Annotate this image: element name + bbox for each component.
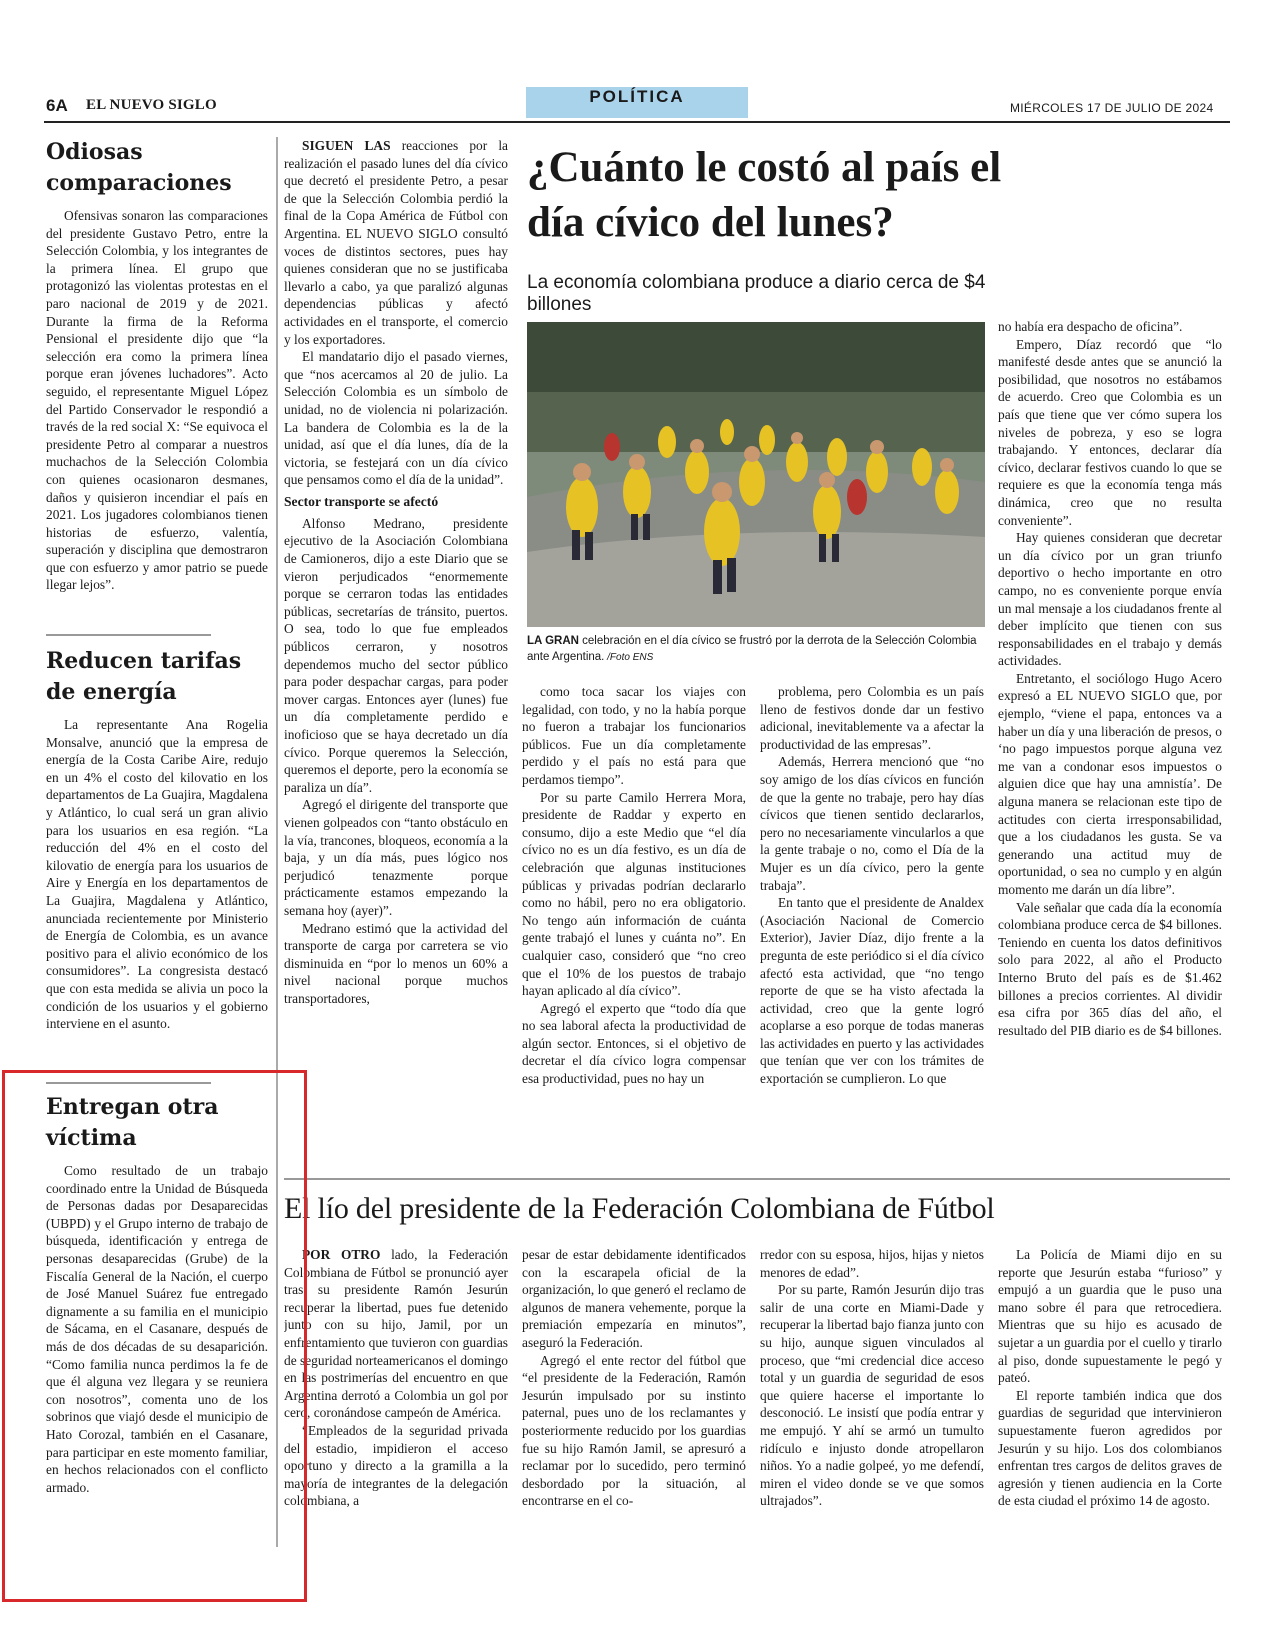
- second-column-2: pesar de estar debidamente identificados con la escarapela oficial de la organización, lo que generó el reclamo de algunos de manera vehemente, porque la premiación empezaría en minutos”, aseguró la Federación. Agregó el ente rector del fútbol que “el presidente de la Federación, Ramón Jesurún impulsado por su instinto paternal, pues uno de los reclamantes y posteriormente reducido por los guardias fue su hijo Ramón Jamil, se apresuró a reclamar por lo sucedido, pero terminó desbordado por la situación, al encontrarse en el co-: [522, 1247, 746, 1509]
- main-headline: ¿Cuánto le costó al país el día cívico del lunes?: [527, 144, 1002, 246]
- main-column-4: no había era despacho de oficina”. Empero, Díaz recordó que “lo manifesté desde antes que se anunció la posibilidad, que nosotros no estábamos de acuerdo. Creo que Colombia es un país que tiene que ver cómo supera los niveles de pobreza, y eso se logra trabajando. Y entonces, declarar día cívico, declarar festivos cuando lo que se requiere es que la economía tenga más dinámica, creo que no resulta conveniente”. Hay quienes consideran que decretar un día cívico por un gran triunfo deportivo o hecho importante en otro campo, no es conveniente porque envía un mal mensaje a los ciudadanos frente al deber implícito que tienen con sus responsabilidades en el trabajo y demás actividades. Entretanto, el sociólogo Hugo Acero expresó a EL NUEVO SIGLO que, por ejemplo, “viene el papa, entonces va a haber un día y una liberación de presos, o ‘no pago impuestos porque alguna vez me van a condonar esos impuestos o alguien dice que hay una amnistía’. De alguna manera se relacionan este tipo de actitudes con cierta irresponsabilidad, que a los ciudadanos les gusta. Se va generando una actitud muy de oportunidad, o sea no cumplo y en algún momento me darán un día libre”. Vale señalar que cada día la economía colombiana produce cerca de $4 billones. Teniendo en cuenta los datos definitivos solo para 2022, al año el Producto Interno Bruto del país es de $1.462 billones a precios corrientes. Al dividir esa cifra por 365 días del año, el resultado del PIB diario es de $4 billones.: [998, 319, 1222, 1038]
- celebration-photo: [527, 322, 985, 627]
- second-column-3: rredor con su esposa, hijos, hijas y nietos menores de edad”. Por su parte, Ramón Jesurún dijo tras salir de una corte en Miami-Dade y recuperar la libertad bajo fianza junto con su hijo, aunque siguen vinculados al proceso, que “mi credencial dice acceso total y un guardia de seguridad de esos que quiere hacerse el importante lo desconoció. Le insistí que podía entrar y me empujó. Y ahí se armó un tumulto ridículo e injusto donde atropellaron niños. Yo a nadie golpeé, yo me defendí, miren el video donde se ve que somos ultrajados”.: [760, 1247, 984, 1509]
- main-deck: La economía colombiana produce a diario cerca de $4 billones: [527, 272, 986, 315]
- brief-title: Entregan otra víctima: [46, 1094, 219, 1151]
- brief-odiosas: [46, 137, 268, 594]
- main-column-2: como toca sacar los viajes con legalidad, con todo, y no la había porque no fueron a trabajar los funcionarios públicos. Fue un día completamente perdido y el país no está para que perdamos tiempo”. Por su parte Camilo Herrera Mora, presidente de Raddar y experto en consumo, dijo a este Medio que “el día cívico no es un día festivo, es un día de celebración que algunas instituciones públicas y privadas podrían declararlo como no hábil, pero no era obligatorio. No tengo aún información de cuánta gente trabajó el lunes y cuánta no”. En cualquier caso, consideró que “no creo que el 10% de los puestos de trabajo hayan aplicado al día cívico”. Agregó el experto que “todo día que no sea laboral afecta la productividad de algún sector. Entonces, si el objetivo de decretar el día cívico logra compensar esa productividad, pues no hay un: [522, 684, 746, 1087]
- issue-date: MIÉRCOLES 17 DE JULIO DE 2024: [1010, 101, 1214, 115]
- page-number: 6A: [46, 96, 68, 115]
- main-column-3: problema, pero Colombia es un país lleno de festivos donde dar un festivo adicional, inevitablemente va a afectar la productividad de las empresas”. Además, Herrera mencionó que “no soy amigo de los días cívicos en función de que la gente no trabaje, pero hay días cívicos que tienen sentido declararlos, pero no necesariamente vincularlos a que la gente trabaje o no, como el Día de la Mujer es un día cívico, pero la gente trabaja”. En tanto que el presidente de Analdex (Asociación Nacional de Comercio Exterior), Javier Díaz, dijo frente a la pregunta de este periódico si el día cívico afectó esta actividad, que “no tengo reporte de que se ha visto afectada la actividad, creo que la gente logró acoplarse a eso porque de todas maneras las actividades en puerto y las actividades que tenían que ver con los trámites de exportación se cumplieron. Lo que: [760, 684, 984, 1087]
- brief-divider: [46, 634, 211, 636]
- brief-body: La representante Ana Rogelia Monsalve, anunció que la empresa de energía de la Costa Caribe Aire, redujo en un 4% el costo del kilovatio en los departamentos de La Guajira, Magdalena y Atlántico, lo cual será un gran alivio para los usuarios en esa región. “La reducción del 4% en el costo del kilovatio de energía para los usuarios de Aire y Energía en los departamentos de La Guajira, Magdalena y Atlántico, anunciada recientemente por Ministerio de Energía de Colombia, es un avance positivo para el alivio económico de los consumidores”. La congresista destacó que con esta medida se alivia un poco la condición de los usuarios y el gobierno interviene en el asunto.: [46, 717, 268, 1032]
- brief-title: Reducen tarifas de energía: [46, 648, 242, 705]
- subheading: Sector transporte se afectó: [284, 493, 439, 509]
- newspaper-name: EL NUEVO SIGLO: [86, 97, 217, 113]
- second-column-1: POR OTRO lado, la Federación Colombiana de Fútbol se pronunció ayer tras su presidente Ramón Jesurún recuperar la libertad, pues fue detenido junto con su hijo, Jamil, por un enfrentamiento que tuvieron con guardias de seguridad norteamericanos el domingo en las postrimerías del encuentro en que Argentina derrotó a Colombia un gol por cero, coronándose campeón de América. “Empleados de la seguridad privada del estadio, impidieron el acceso oportuno y directo a la gramilla a la mayoría de integrantes de la delegación colombiana, a: [284, 1247, 508, 1509]
- main-column-1: SIGUEN LAS reacciones por la realización el pasado lunes del día cívico que decretó el presidente Petro, a pesar de que la Selección Colombia perdió la final de la Copa América de Fútbol con Argentina. EL NUEVO SIGLO consultó voces de distintos sectores, pues hay quienes consideran que no se justificaba llevarlo a cabo, ya que paralizó algunas dependencias públicas y afectó actividades en el transporte, el comercio y los exportadores. El mandatario dijo el pasado viernes, que “nos acercamos al 20 de julio. La Selección Colombia es un símbolo de unidad, no de violencia ni polarización. La bandera de Colombia es la de la unidad, así que el día lunes, día de la victoria, se festejará con un día cívico que pensamos como el día de la unidad”. Sector transporte se afectó Alfonso Medrano, presidente ejecutivo de la Asociación Colombiana de Camioneros, dijo a este Diario que se vieron perjudicados “enormemente porque se cerraron todas las entidades públicas, secretarías de tránsito, puertos. O sea, todo lo que fue empleados públicos cerraron, y nosotros dependemos mucho del sector público para poder despachar cargas, para poder mover cargas. Entonces ayer (lunes) fue un día completamente perdido e inoficioso que se haya decretado un día cívico. Porque queremos la Selección, queremos el deporte, pero la economía se paraliza un día”. Agregó el dirigente del transporte que vienen golpeados con “tanto obstáculo en la vía, trancones, bloqueos, economía a la baja, y un día más, pues lógico nos perjudicó tenazmente porque prácticamente estamos empezando la semana hoy (ayer)”. Medrano estimó que la actividad del transporte de carga por carretera se vio disminuida en “por lo menos un 60% a nivel nacional porque muchos transportadores,: [284, 138, 508, 1006]
- article-divider: [284, 1178, 1230, 1180]
- brief-title: Odiosas comparaciones: [46, 139, 232, 196]
- section-label: POLÍTICA: [526, 87, 748, 118]
- second-column-4: La Policía de Miami dijo en su reporte que Jesurún estaba “furioso” y empujó a un guardia que le puso una mano sobre él para que retrocediera. Mientras que su hijo es acusado de sujetar a un guardia por el cuello y tirarlo al piso, donde supuestamente le pegó y pateó. El reporte también indica que dos guardias de seguridad que intervinieron supuestamente fueron agredidos por Jesurún y su hijo. Los dos colombianos enfrentan tres cargos de delitos graves de agresión y tienen audiencia en la Corte de esta ciudad el próximo 14 de agosto.: [998, 1247, 1222, 1509]
- brief-body: Ofensivas sonaron las comparaciones del presidente Gustavo Petro, entre la Selección Colombia, y los integrantes de la primera línea. El grupo que protagonizó las violentas protestas en el paro nacional de 2019 y de 2021. Durante la firma de la Reforma Pensional el presidente dijo que “la selección era como la primera línea porque eran jóvenes luchadores”. Acto seguido, el representante Miguel López del Partido Conservador le respondió a través de la red social X: “Se equivoca el presidente Petro al comparar a nuestros muchachos de la Selección Colombia con quienes ocasionaron desmanes, daños y quisieron incendiar el país en 2021. Los jugadores colombianos tienen historias de esfuerzo, valentía, superación y disciplina que demostraron que con esfuerzo y amor patrio se puede llegar lejos”.: [46, 208, 268, 593]
- second-headline: El lío del presidente de la Federación Colombiana de Fútbol: [284, 1192, 995, 1225]
- highlight-box: [2, 1070, 307, 1602]
- photo-caption: LA GRAN celebración en el día cívico se frustró por la derrota de la Selección Colombia ante Argentina. /Foto ENS: [527, 635, 977, 663]
- header-rule: [44, 121, 1230, 123]
- brief-body: Como resultado de un trabajo coordinado entre la Unidad de Búsqueda de Personas dadas por Desaparecidas (UBPD) y el Grupo interno de trabajo de búsqueda, identificación y entrega de personas desaparecidas (Grube) de la Fiscalía General de la Nación, el cuerpo de José Manuel Suárez fue entregado dignamente a su familia en el municipio de Sácama, en el Casanare, después de más de dos décadas de su desaparición. “Como familia nunca perdimos la fe de que él alguna vez llegara y se reuniera con nosotros”, comenta uno de los sobrinos que viajó desde el municipio de Hato Corozal, también en el Casanare, para participar en este momento familiar, en hechos relacionados con el conflicto armado.: [46, 1163, 268, 1495]
- brief-energia: [46, 646, 268, 1081]
